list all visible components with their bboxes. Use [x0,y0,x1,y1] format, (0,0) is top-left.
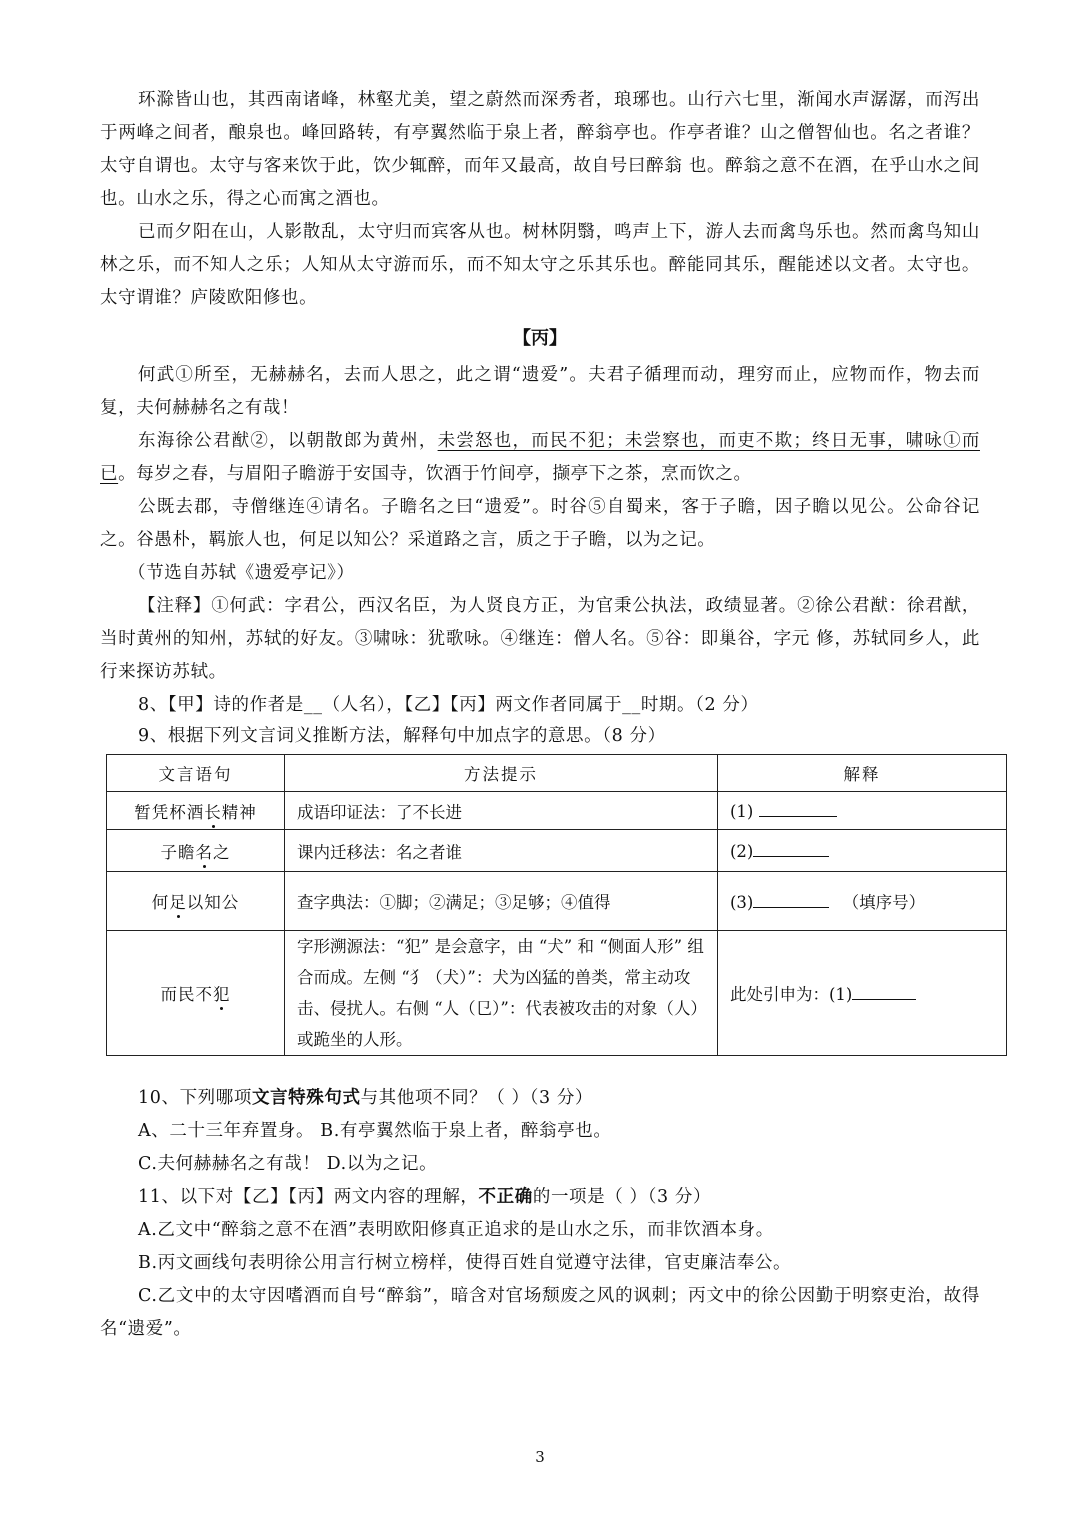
sentence-text: 之 [213,842,231,862]
dotted-character: 长 [204,799,222,823]
question-11 [100,1181,980,1346]
stem-text: 11、以下对【乙】【丙】两文内容的理解， [138,1187,479,1207]
stem-text: 10、下列哪项 [138,1088,252,1108]
answer-blank[interactable] [852,983,916,1000]
exam-page [100,84,980,1346]
sentence-cell [107,931,285,1056]
answer-cell[interactable] [718,830,1007,872]
method-cell: 字形溯源法：“犯” 是会意字，由 “犬” 和 “侧面人形” 组合而成。左侧 “犭（犬）”：犬为凶猛的兽类，常主动攻击、侵扰人。右侧 “人（㔾）”：代表被攻击的对象（人）或跪坐的人形。 [285,931,718,1056]
stem-emphasis: 不正确 [478,1187,533,1207]
dotted-character: 犯 [213,981,231,1005]
paragraph-text: 。每岁之春，与眉阳子瞻游于安国寺，饮酒于竹间亭，撷亭下之茶，烹而饮之。 [118,464,752,484]
sentence-text: 暂凭杯酒 [134,802,205,822]
passage-bing-paragraph-2 [100,425,980,491]
header-explanation: 解释 [718,755,1007,792]
table-header-row [107,755,1007,792]
method-cell: 成语印证法：了不长进 [285,792,718,830]
question-9-stem: 9、根据下列文言词义推断方法，解释句中加点字的意思。（8 分） [138,726,666,746]
question-10-options-cd: C.夫何赫赫名之有哉！ D.以为之记。 [138,1154,438,1174]
sentence-text: 以知公 [186,893,240,912]
question-11-option-b: B.丙文画线句表明徐公用言行树立榜样，使得百姓自觉遵守法律，官吏廉洁奉公。 [138,1253,792,1273]
dotted-character: 名 [196,839,214,863]
stem-text: 与其他项不同？（ ）（3 分） [360,1088,594,1108]
sentence-cell [107,830,285,872]
dotted-character: 足 [169,889,187,913]
annotations: 【注释】①何武：字君公，西汉名臣，为人贤良方正，为官秉公执法，政绩显著。②徐公君猷：徐君猷，当时黄州的知州，苏轼的好友。③啸咏：犹歌咏。④继连：僧人名。⑤谷：即巢谷，字元 修，苏轼同乡人，此行来探访苏轼。 [100,596,980,682]
question-10-stem [100,1082,980,1115]
page-number: 3 [535,1448,545,1466]
answer-label: (3) [730,893,754,912]
passage-source: （节选自苏轼《遗爱亭记》） [128,563,355,583]
answer-cell[interactable] [718,872,1007,931]
sentence-text: 何 [151,893,170,912]
underlined-sentence: 未尝怒也，而民不犯；未尝察也，而吏不欺；终日无事，啸咏①而已 [100,431,980,484]
answer-hint: （填序号） [842,893,926,912]
answer-cell[interactable] [718,792,1007,830]
answer-blank[interactable] [753,840,829,857]
table-row [107,830,1007,872]
stem-text: 的一项是（ ）（3 分） [532,1187,712,1207]
answer-blank[interactable] [759,800,837,817]
question-8: 8、【甲】诗的作者是__（人名），【乙】【丙】两文作者同属于__时期。（2 分） [138,695,759,715]
table-row [107,872,1007,931]
question-11-option-c: C.乙文中的太守因嗜酒而自号“醉翁”，暗含对官场颓废之风的讽刺；丙文中的徐公因勤于明察吏治，故得名“遗爱”。 [100,1286,980,1339]
stem-emphasis: 文言特殊句式 [251,1088,361,1108]
question-11-stem [100,1181,980,1214]
header-method: 方法提示 [285,755,718,792]
answer-label: (2) [730,842,754,861]
passage-yi-paragraph-2: 已而夕阳在山，人影散乱，太守归而宾客从也。树林阴翳，鸣声上下，游人去而禽鸟乐也。然而禽鸟知山林之乐，而不知人之乐；人知从太守游而乐，而不知太守之乐其乐也。醉能同其乐，醒能述以文者。太守也。太守谓谁？庐陵欧阳修也。 [100,222,980,308]
passage-yi-paragraph-1: 环滁皆山也，其西南诸峰，林壑尤美，望之蔚然而深秀者，琅琊也。山行六七里，渐闻水声潺潺，而泻出于两峰之间者，酿泉也。峰回路转，有亭翼然临于泉上者，醉翁亭也。作亭者谁？山之僧智仙也。名之者谁？太守自谓也。太守与客来饮于此，饮少辄醉，而年又最高，故自号曰醉翁 也。醉翁之意不在酒，在乎山水之间也。山水之乐，得之心而寓之酒也。 [100,90,980,209]
header-sentence: 文言语句 [107,755,285,792]
answer-label: (1) [730,802,754,821]
passage-bing-paragraph-3: 公既去郡，寺僧继连④请名。子瞻名之曰“遗爱”。时谷⑤自蜀来，客于子瞻，因子瞻以见公。公命谷记之。谷愚朴，羁旅人也，何足以知公？采道路之言，质之于子瞻，以为之记。 [100,497,980,550]
sentence-text: 子瞻 [160,842,196,862]
answer-blank[interactable] [753,891,829,908]
question-11-option-a: A.乙文中“醉翁之意不在酒”表明欧阳修真正追求的是山水之乐，而非饮酒本身。 [138,1220,774,1240]
table-row [107,792,1007,830]
answer-label: 此处引申为：(1) [730,985,853,1004]
passage-bing-paragraph-1: 何武①所至，无赫赫名，去而人思之，此之谓“遗爱”。夫君子循理而动，理穷而止，应物而作，物去而复，夫何赫赫名之有哉！ [100,365,980,418]
question-9-table [106,754,1007,1056]
answer-cell[interactable] [718,931,1007,1056]
sentence-cell [107,792,285,830]
question-10 [100,1082,980,1181]
table-row [107,931,1007,1056]
sentence-cell [107,872,285,931]
method-cell: 查字典法：①脚；②满足；③足够；④值得 [285,872,718,931]
sentence-text: 而民不 [160,985,213,1004]
passage-bing-heading: 【丙】 [513,328,567,349]
question-10-options-ab: A、二十三年弃置身。 B.有亭翼然临于泉上者，醉翁亭也。 [138,1121,612,1141]
method-cell: 课内迁移法：名之者谁 [285,830,718,872]
sentence-text: 精神 [221,802,257,822]
paragraph-text: 东海徐公君猷②，以朝散郎为黄州， [138,431,438,451]
